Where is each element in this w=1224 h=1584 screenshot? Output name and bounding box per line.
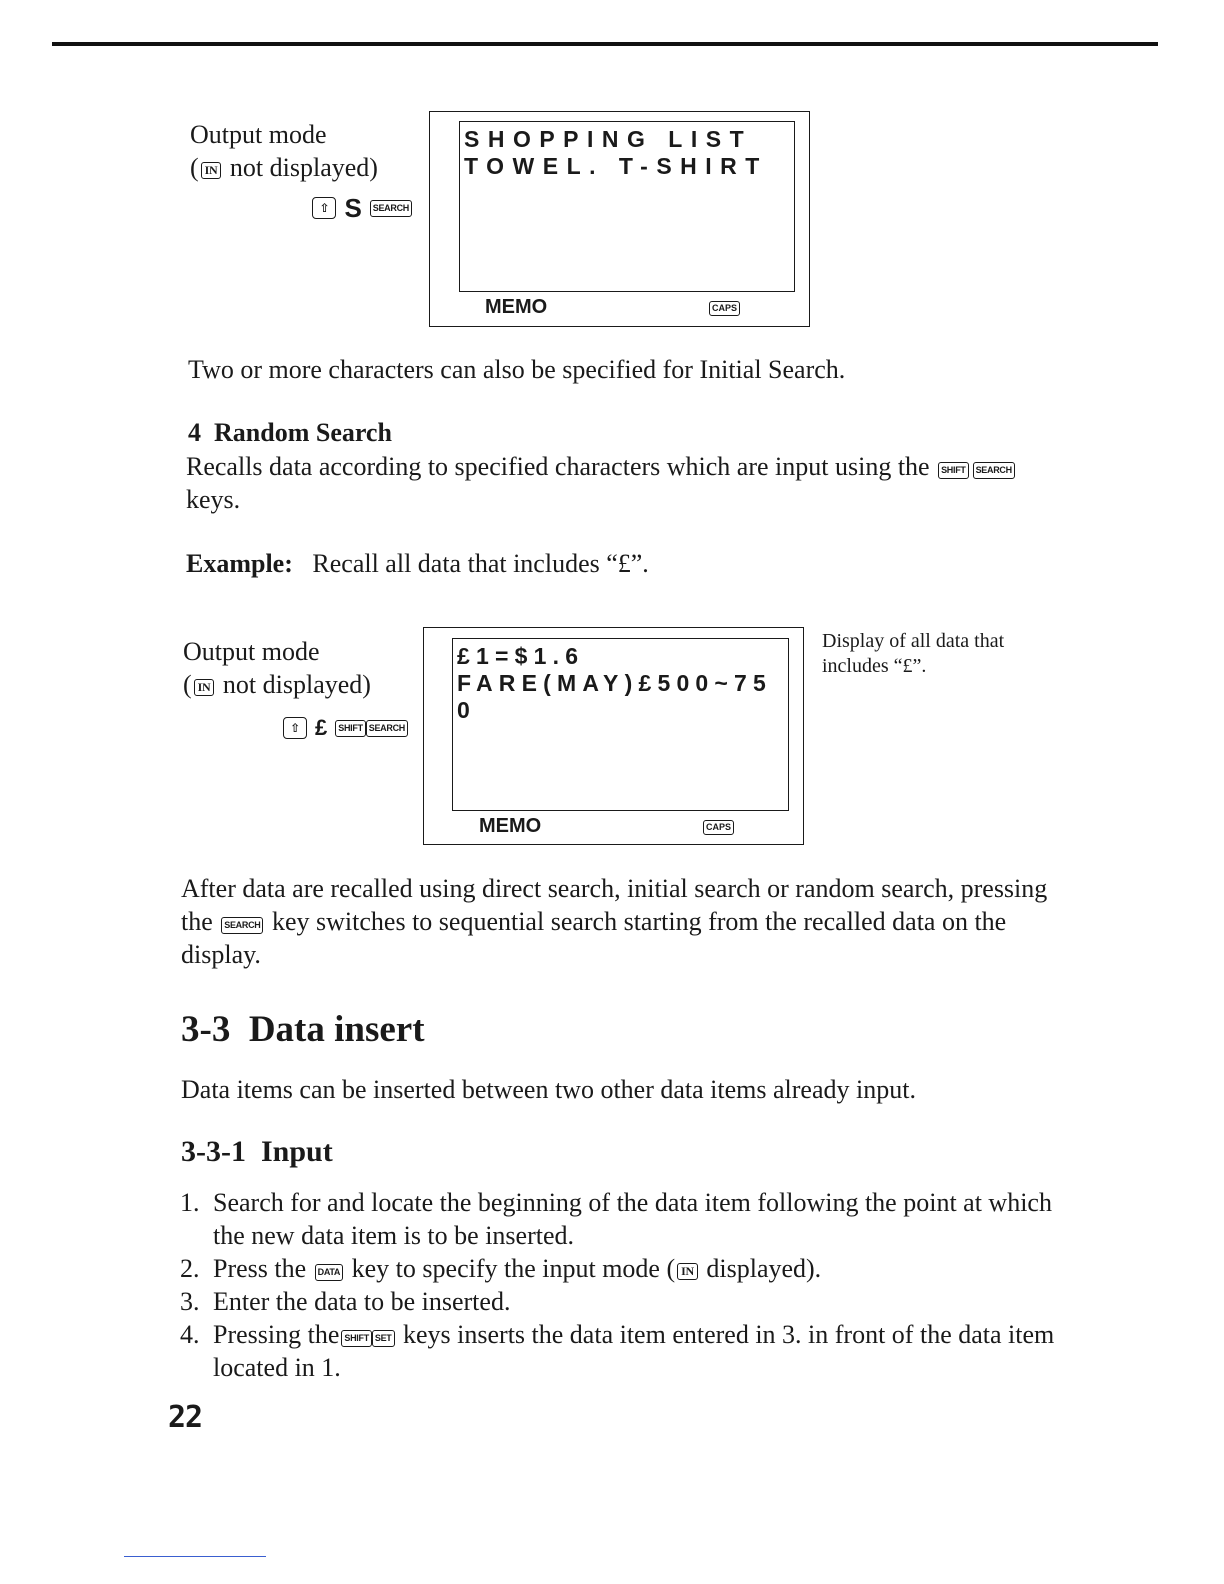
lcd-display-1 [429, 111, 810, 327]
caps-icon-2: CAPS [703, 820, 734, 835]
display-note: Display of all data that includes “£”. [822, 630, 1005, 677]
initial-search-note: Two or more characters can also be specified for Initial Search. [188, 355, 846, 384]
lcd-line-1: SHOPPING LIST [464, 126, 753, 152]
search-key-icon: SEARCH [973, 462, 1015, 479]
after-recall-paragraph: After data are recalled using direct search, initial search or random search, pressing the SEARCH key switches to sequential search starting from the recalled data on the display. [181, 874, 1048, 969]
bottom-rule [124, 1556, 266, 1557]
top-rule [52, 42, 1158, 46]
shift-key-icon: SHIFT [938, 462, 969, 479]
section-title: 3-3 Data insert [181, 1009, 425, 1050]
lcd-screen-1 [459, 121, 795, 292]
lcd-status-memo-2: MEMO [479, 815, 542, 837]
search-key-icon: SEARCH [366, 720, 408, 737]
lcd-line-3: 0 [457, 697, 476, 723]
lcd-line-1: £1=$1.6 [457, 643, 585, 669]
steps-list [180, 1186, 1080, 1384]
shift-key-icon: SHIFT [335, 720, 366, 737]
lcd-display-2 [423, 627, 804, 845]
in-indicator-icon: IN [194, 679, 215, 696]
key-sequence-1 [290, 194, 414, 222]
list-item: 4. Pressing the SHIFT SET keys inserts the data item entered in 3. in front of the data item located in 1. [180, 1320, 1055, 1382]
mode-key-icon: ⇧ [283, 717, 307, 739]
list-item: 2. Press the DATA key to specify the input mode ( IN displayed). [180, 1254, 822, 1283]
section-intro: Data items can be inserted between two other data items already input. [181, 1075, 916, 1104]
char-key-s: S [344, 192, 362, 223]
output-mode-label-2: Output mode ( IN not displayed) [183, 637, 371, 699]
search-key-icon: SEARCH [221, 917, 263, 934]
list-item: 3. Enter the data to be inserted. [180, 1287, 511, 1316]
lcd-line-2: TOWEL. T-SHIRT [464, 153, 768, 179]
lcd-screen-2 [452, 638, 789, 811]
random-search-heading: 4 Random Search [188, 418, 392, 447]
random-search-desc: Recalls data according to specified characters which are input using the SHIFT SEARCH keys. [186, 450, 1086, 516]
data-key-icon: DATA [315, 1264, 343, 1281]
list-item: 1. Search for and locate the beginning of the data item following the point at which the new data item is to be inserted. [180, 1188, 1052, 1250]
key-sequence-2 [262, 714, 410, 742]
search-key-icon: SEARCH [370, 200, 412, 217]
lcd-status-memo-1: MEMO [485, 296, 548, 318]
page-number: 22 [168, 1400, 203, 1435]
shift-key-icon: SHIFT [341, 1330, 372, 1347]
in-indicator-icon: IN [677, 1263, 698, 1280]
subsection-title: 3-3-1 Input [181, 1135, 333, 1168]
example-label: Example: [186, 549, 293, 578]
caps-icon-1: CAPS [709, 301, 740, 316]
output-mode-label-1: Output mode ( IN not displayed) [190, 120, 378, 182]
lcd-line-2: FARE(MAY)£500~75 [457, 670, 773, 696]
mode-key-icon: ⇧ [312, 197, 336, 219]
char-key-pound: £ [315, 715, 328, 740]
in-indicator-icon: IN [201, 162, 222, 179]
example-line: Example: Recall all data that includes “£”. [186, 549, 649, 578]
set-key-icon: SET [372, 1330, 395, 1347]
